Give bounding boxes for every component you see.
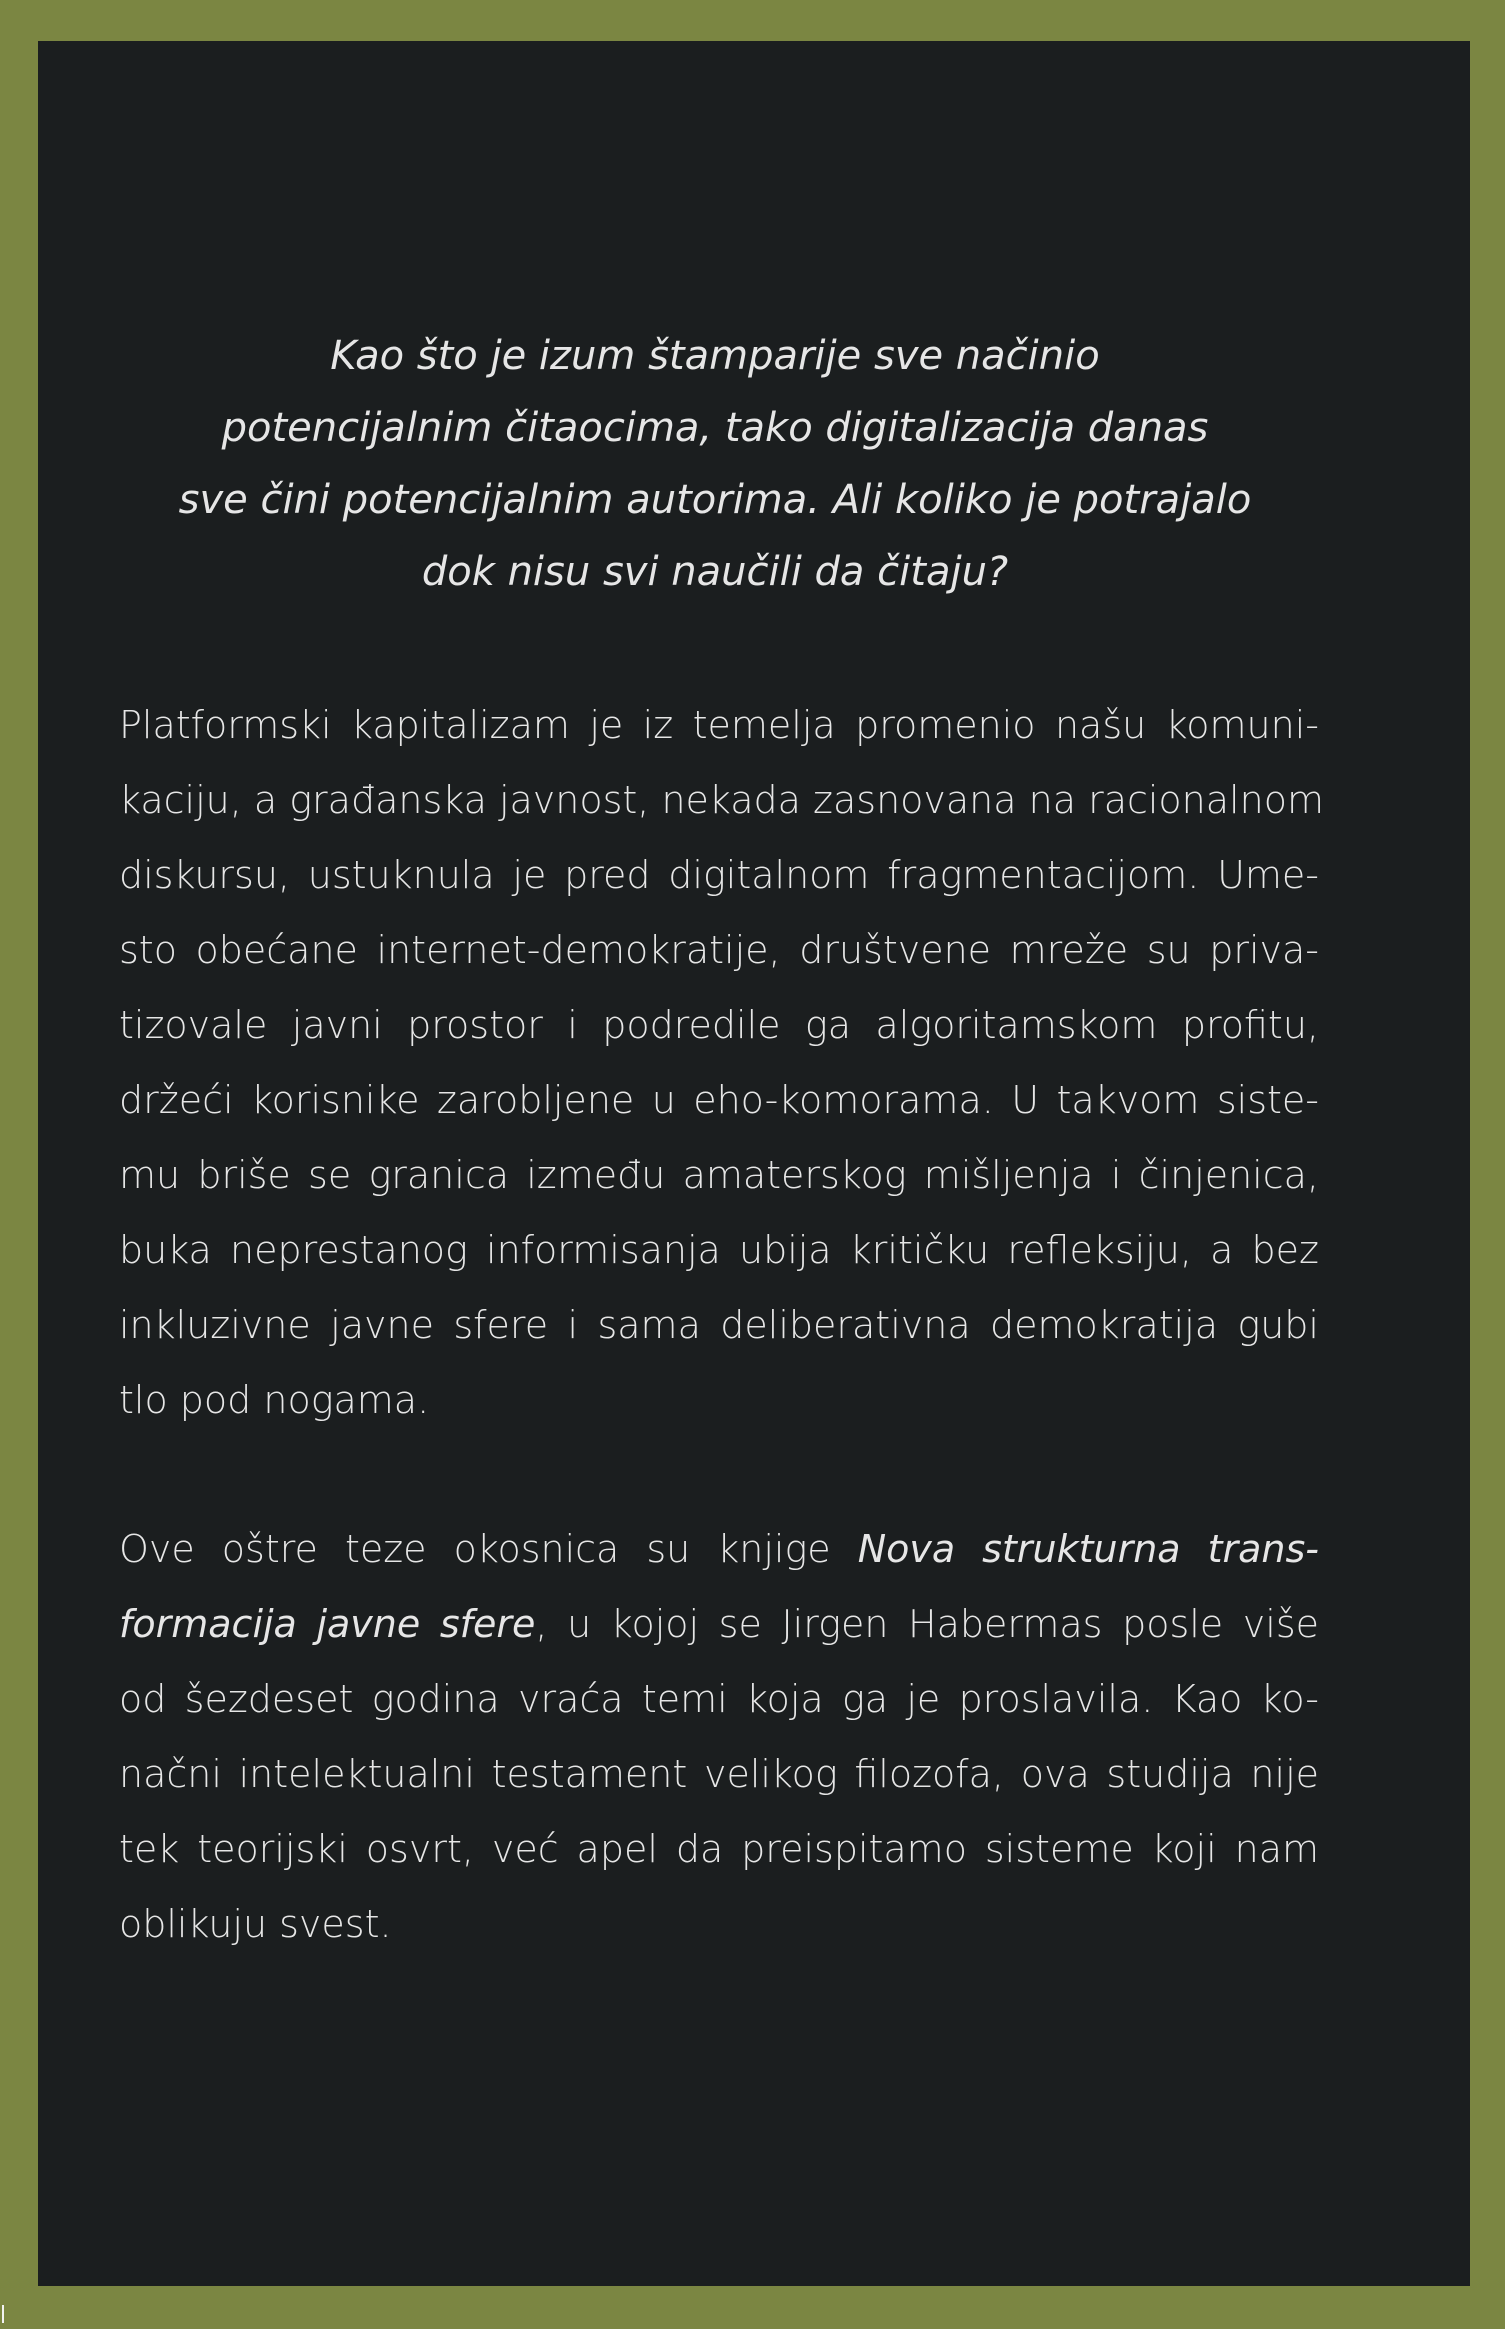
text-line: kaciju, a građanska javnost, nekada zasnovana na racionalnom <box>119 778 1324 822</box>
text-line: tlo pod nogama. <box>119 1378 430 1422</box>
text-line: tizovale javni prostor i podredile ga algoritamskom profitu, <box>119 1003 1319 1047</box>
text-line: inkluzivne javne sfere i sama deliberativna demokratija gubi <box>119 1303 1319 1347</box>
quote-line: sve čini potencijalnim autorima. Ali koliko je potrajalo <box>178 477 1252 523</box>
text-line: držeći korisnike zarobljene u eho-komorama. U takvom siste- <box>119 1078 1319 1122</box>
book-title-part: formacija javne sfere <box>119 1602 536 1646</box>
description-paragraph-1 <box>119 688 1324 1438</box>
text-line: načni intelektualni testament velikog filozofa, ova studija nije <box>119 1752 1319 1796</box>
quote-line: potencijalnim čitaocima, tako digitalizacija danas <box>221 405 1209 451</box>
text-line: oblikuju svest. <box>119 1902 392 1946</box>
text-line <box>119 1587 1319 1662</box>
text-line: diskursu, ustuknula je pred digitalnom fragmentacijom. Ume- <box>119 853 1319 897</box>
text-segment: Ove oštre teze okosnica su knjige <box>119 1527 858 1571</box>
quote-line: dok nisu svi naučili da čitaju? <box>421 549 1009 595</box>
text-line: sto obećane internet-demokratije, društvene mreže su priva- <box>119 928 1319 972</box>
text-line: mu briše se granica između amaterskog mišljenja i činjenica, <box>119 1153 1319 1197</box>
text-segment: , u kojoj se Jirgen Habermas posle više <box>535 1602 1320 1646</box>
crop-mark <box>2 2305 4 2323</box>
text-line: od šezdeset godina vraća temi koja ga je proslavila. Kao ko- <box>119 1677 1319 1721</box>
description-paragraph-2 <box>119 1512 1319 1962</box>
text-line: buka neprestanog informisanja ubija kritičku refleksiju, a bez <box>119 1228 1319 1272</box>
quote-line: Kao što je izum štamparije sve načinio <box>330 333 1100 379</box>
epigraph-quote <box>140 320 1290 608</box>
book-title-part: Nova strukturna trans- <box>857 1527 1319 1571</box>
text-line: Platformski kapitalizam je iz temelja promenio našu komuni- <box>119 703 1319 747</box>
text-line: tek teorijski osvrt, već apel da preispitamo sisteme koji nam <box>119 1827 1319 1871</box>
text-line <box>119 1512 1319 1587</box>
